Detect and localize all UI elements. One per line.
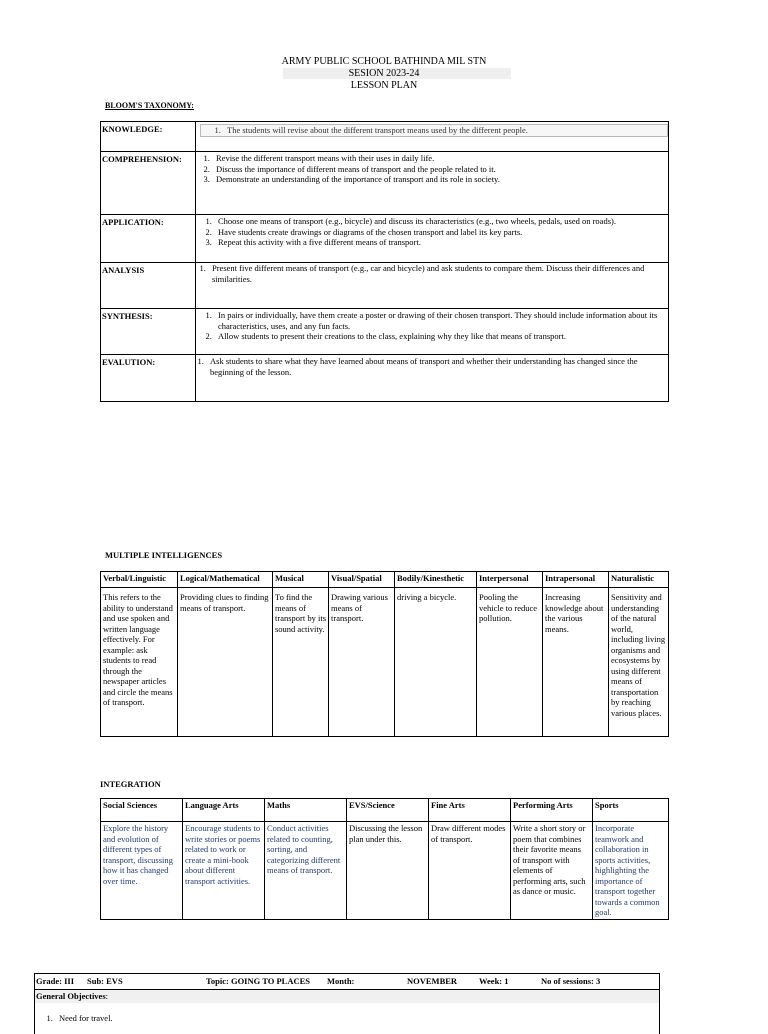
column-header: Social Sciences (101, 799, 183, 822)
table-cell: Pooling the vehicle to reduce pollution. (477, 588, 543, 737)
table-cell: Discussing the lesson plan under this. (347, 822, 429, 920)
table-cell: Encourage students to write stories or poems related to work or create a mini-book about different transport activities. (183, 822, 265, 920)
column-header: Maths (265, 799, 347, 822)
course-info-row (35, 974, 659, 990)
session-label: SESION 2023-24 (348, 68, 420, 79)
bloom-row-synthesis (101, 309, 669, 355)
bloom-label: ANALYSIS (101, 263, 196, 309)
document-type: LESSON PLAN (350, 80, 418, 91)
bloom-label: KNOWLEDGE: (101, 122, 196, 152)
table-cell: Sensitivity and understanding of the natural world, including living organisms and ecosystems by using different means of transportation by reaching various places. (609, 588, 669, 737)
bloom-row-comprehension (101, 152, 669, 215)
grade-label: Grade: III (36, 976, 75, 986)
objectives-list (35, 1013, 113, 1023)
knowledge-box (200, 124, 668, 137)
column-header: Sports (593, 799, 669, 822)
table-cell: Providing clues to finding means of transport. (178, 588, 273, 737)
bloom-content (196, 122, 669, 152)
month-label: Month: (327, 976, 355, 986)
list-item: 1. Present five different means of transport (e.g., car and bicycle) and ask students to compare them. Discuss their differences and similarities. (208, 263, 668, 284)
integration-table (100, 798, 669, 920)
column-header: Language Arts (183, 799, 265, 822)
column-header: Musical (273, 572, 329, 588)
table-cell: driving a bicycle. (395, 588, 477, 737)
multiple-intelligences-title: MULTIPLE INTELLIGENCES (105, 550, 223, 560)
list-item: 2. Have students create drawings or diagrams of the chosen transport and label its key parts. (214, 227, 668, 238)
table-cell: Explore the history and evolution of different types of transport, discussing how it has changed over time. (101, 822, 183, 920)
bloom-row-application (101, 215, 669, 263)
objectives-colon: : (105, 991, 109, 1001)
bloom-label: APPLICATION: (101, 215, 196, 263)
bloom-content (196, 152, 669, 215)
column-header: EVS/Science (347, 799, 429, 822)
table-cell: To find the means of transport by its sound activity. (273, 588, 329, 737)
table-header-row (101, 572, 669, 588)
table-header-row (101, 799, 669, 822)
column-header: Bodily/Kinesthetic (395, 572, 477, 588)
table-cell: Draw different modes of transport. (429, 822, 511, 920)
column-header: Performing Arts (511, 799, 593, 822)
table-row (101, 822, 669, 920)
school-name: ARMY PUBLIC SCHOOL BATHINDA MIL STN (281, 56, 487, 67)
column-header: Intrapersonal (543, 572, 609, 588)
list-item: 3. Repeat this activity with a five different means of transport. (214, 237, 668, 248)
bloom-content (196, 309, 669, 355)
bloom-row-analysis (101, 263, 669, 309)
table-cell: Drawing various means of transport. (329, 588, 395, 737)
list-item: 3. Demonstrate an understanding of the importance of transport and its role in society. (212, 174, 668, 185)
objectives-header-row (35, 990, 659, 1003)
column-header: Verbal/Linguistic (101, 572, 178, 588)
list-item: 1. The students will revise about the different transport means used by the different people. (223, 125, 667, 136)
table-cell: Write a short story or poem that combines their favorite means of transport with elements of performing arts, such as dance or music. (511, 822, 593, 920)
sessions-label: No of sessions: 3 (541, 976, 601, 986)
list-item: 1. In pairs or individually, have them create a poster or drawing of their chosen transport. They should include information about its characteristics, uses, and any fun facts. (214, 310, 668, 331)
list-item: 1. Revise the different transport means with their uses in daily life. (212, 153, 668, 164)
list-item: 1. Ask students to share what they have learned about means of transport and whether their understanding has changed since the beginning of the lesson. (206, 356, 668, 377)
column-header: Visual/Spatial (329, 572, 395, 588)
integration-title: INTEGRATION (100, 779, 161, 789)
week-label: Week: 1 (479, 976, 509, 986)
column-header: Fine Arts (429, 799, 511, 822)
topic-label: Topic: GOING TO PLACES (206, 976, 310, 986)
bloom-row-knowledge (101, 122, 669, 152)
general-info-box (34, 973, 660, 1034)
bloom-label: SYNTHESIS: (101, 309, 196, 355)
bloom-row-evaluation (101, 355, 669, 402)
bloom-content (196, 215, 669, 263)
column-header: Logical/Mathematical (178, 572, 273, 588)
month-value: NOVEMBER (407, 976, 458, 986)
table-cell: This refers to the ability to understand and use spoken and written language effectively. For example: ask students to read through the newspaper articles and circle the means of transport. (101, 588, 178, 737)
bloom-content (196, 355, 669, 402)
list-item: 1. Need for travel. (55, 1013, 113, 1023)
bloom-label: COMPREHENSION: (101, 152, 196, 215)
list-item: 2. Discuss the importance of different means of transport and the people related to it. (212, 164, 668, 175)
subject-label: Sub: EVS (87, 976, 123, 986)
column-header: Interpersonal (477, 572, 543, 588)
column-header: Naturalistic (609, 572, 669, 588)
table-cell: Conduct activities related to counting, sorting, and categorizing different means of transport. (265, 822, 347, 920)
bloom-label: EVALUTION: (101, 355, 196, 402)
table-cell: Incorporate teamwork and collaboration in sports activities, highlighting the importance of transport together towards a common goal. (593, 822, 669, 920)
multiple-intelligences-table (100, 571, 669, 737)
bloom-taxonomy-table (100, 121, 669, 402)
bloom-content (196, 263, 669, 309)
list-item: 1. Choose one means of transport (e.g., bicycle) and discuss its characteristics (e.g., two wheels, pedals, used on roads). (214, 216, 668, 227)
objectives-label: General Objectives (36, 991, 106, 1001)
table-cell: Increasing knowledge about the various means. (543, 588, 609, 737)
table-row (101, 588, 669, 737)
list-item: 2. Allow students to present their creations to the class, explaining why they like that means of transport. (214, 331, 668, 342)
bloom-taxonomy-title: BLOOM'S TAXONOMY: (105, 101, 194, 110)
